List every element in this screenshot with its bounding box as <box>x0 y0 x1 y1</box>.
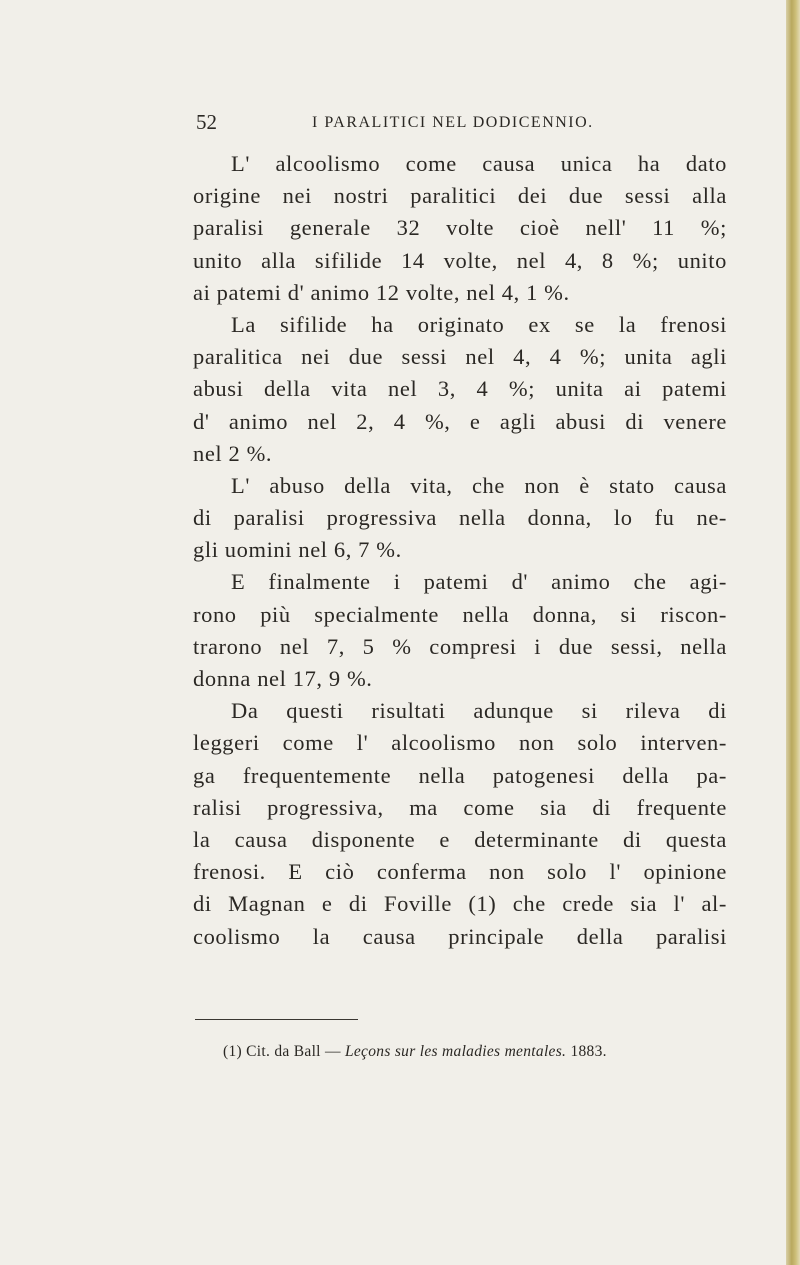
text-line: la causa disponente e determinante di questa <box>193 826 727 852</box>
footnote-prefix: (1) Cit. da Ball — <box>223 1043 341 1060</box>
footnote-divider <box>195 1019 358 1020</box>
text-line: La sifilide ha originato ex se la frenosi <box>231 311 727 337</box>
text-line: di paralisi progressiva nella donna, lo fu ne- <box>193 505 727 531</box>
footnote-year: 1883. <box>570 1043 607 1060</box>
text-line: origine nei nostri paralitici dei due sessi alla <box>193 183 727 209</box>
text-line: rono più specialmente nella donna, si riscon- <box>193 601 727 627</box>
text-line: ga frequentemente nella patogenesi della pa- <box>193 762 727 788</box>
text-line: paralisi generale 32 volte cioè nell' 11 %; <box>193 215 727 241</box>
text-line: abusi della vita nel 3, 4 %; unita ai patemi <box>193 376 727 402</box>
text-line: L' abuso della vita, che non è stato causa <box>231 472 727 498</box>
text-line: L' alcoolismo come causa unica ha dato <box>231 151 727 176</box>
text-line: trarono nel 7, 5 % compresi i due sessi, nella <box>193 633 727 659</box>
text-line: d' animo nel 2, 4 %, e agli abusi di venere <box>193 408 727 434</box>
text-line: nel 2 %. <box>193 440 273 466</box>
text-line: coolismo la causa principale della paralisi <box>193 923 727 949</box>
text-line: ai patemi d' animo 12 volte, nel 4, 1 %. <box>193 279 570 305</box>
running-title: I PARALITICI NEL DODICENNIO. <box>312 114 594 131</box>
text-line: paralitica nei due sessi nel 4, 4 %; unita agli <box>193 344 727 370</box>
page-edge <box>786 0 800 1265</box>
text-line: unito alla sifilide 14 volte, nel 4, 8 %; unito <box>193 247 727 273</box>
text-line: Da questi risultati adunque si rileva di <box>231 698 727 724</box>
text-line: donna nel 17, 9 %. <box>193 666 373 691</box>
body-text <box>193 148 727 953</box>
text-line: E finalmente i patemi d' animo che agi- <box>231 569 727 595</box>
text-line: frenosi. E ciò conferma non solo l' opinione <box>193 859 727 885</box>
text-line: gli uomini nel 6, 7 %. <box>193 537 402 563</box>
footnote-book-title: Leçons sur les maladies mentales. <box>344 1043 567 1060</box>
running-head <box>196 110 736 140</box>
text-line: leggeri come l' alcoolismo non solo interven- <box>193 730 727 756</box>
text-line: di Magnan e di Foville (1) che crede sia l' al- <box>193 891 727 917</box>
text-line: ralisi progressiva, ma come sia di frequente <box>193 794 727 820</box>
footnote <box>223 1043 607 1061</box>
page-number: 52 <box>196 110 217 134</box>
